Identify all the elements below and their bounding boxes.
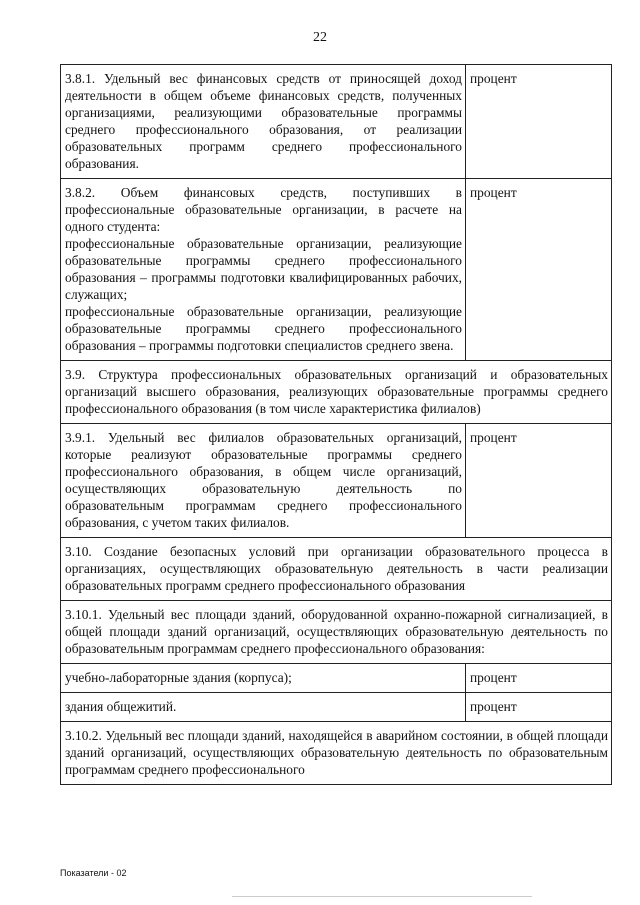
footer-label: Показатели - 02 [60, 868, 127, 878]
indicator-text: учебно-лабораторные здания (корпуса); [61, 664, 466, 693]
unit-cell: процент [466, 664, 612, 693]
indicator-text-line: 3.8.2. Объем финансовых средств, поступивших в профессиональные образовательные организации, в расчете на одного студента: [65, 185, 462, 234]
table-row [61, 179, 612, 361]
unit-cell: процент [466, 424, 612, 538]
table-row [61, 722, 612, 785]
indicator-text: 3.8.1. Удельный вес финансовых средств от приносящей доход деятельности в общем объеме финансовых средств, полученных организациями, реализующими образовательные программы среднего профессионального образования, от реализации образовательных программ среднего профессионального образования. [61, 65, 466, 179]
table-row [61, 538, 612, 601]
indicator-text: 3.9.1. Удельный вес филиалов образовательных организаций, которые реализуют образовательные программы среднего профессионального образования, в общем числе организаций, осуществляющих образовательную деятельность по образовательным программам среднего профессионального образования, с учетом таких филиалов. [61, 424, 466, 538]
section-heading: 3.10. Создание безопасных условий при организации образовательного процесса в организациях, осуществляющих образовательную деятельность в части реализации образовательных программ среднего профессионального образования [61, 538, 612, 601]
page-number: 22 [313, 30, 327, 45]
indicator-text: 3.10.1. Удельный вес площади зданий, оборудованной охранно-пожарной сигнализацией, в общей площади зданий организаций, осуществляющих образовательную деятельность по образовательным программам среднего профессионального образования: [61, 601, 612, 664]
indicator-text: здания общежитий. [61, 693, 466, 722]
indicator-text: 3.10.2. Удельный вес площади зданий, находящейся в аварийном состоянии, в общей площади зданий организаций, осуществляющих образовательную деятельность по образовательным программам среднего профессионального [61, 722, 612, 785]
table-row [61, 664, 612, 693]
indicator-text [61, 179, 466, 361]
indicators-table [60, 64, 612, 785]
table-row [61, 65, 612, 179]
table-row [61, 693, 612, 722]
unit-cell: процент [466, 179, 612, 361]
scan-edge-line [232, 896, 532, 897]
section-heading: 3.9. Структура профессиональных образовательных организаций и образовательных организаций высшего образования, реализующих образовательные программы среднего профессионального образования (в том числе характеристика филиалов) [61, 361, 612, 424]
table-row [61, 361, 612, 424]
table-row [61, 424, 612, 538]
indicator-text-line: профессиональные образовательные организации, реализующие образовательные программы среднего профессионального образования – программы подготовки специалистов среднего звена. [65, 304, 462, 353]
unit-cell: процент [466, 693, 612, 722]
unit-cell: процент [466, 65, 612, 179]
table-row [61, 601, 612, 664]
indicator-text-line: профессиональные образовательные организации, реализующие образовательные программы среднего профессионального образования – программы подготовки квалифицированных рабочих, служащих; [65, 236, 462, 302]
